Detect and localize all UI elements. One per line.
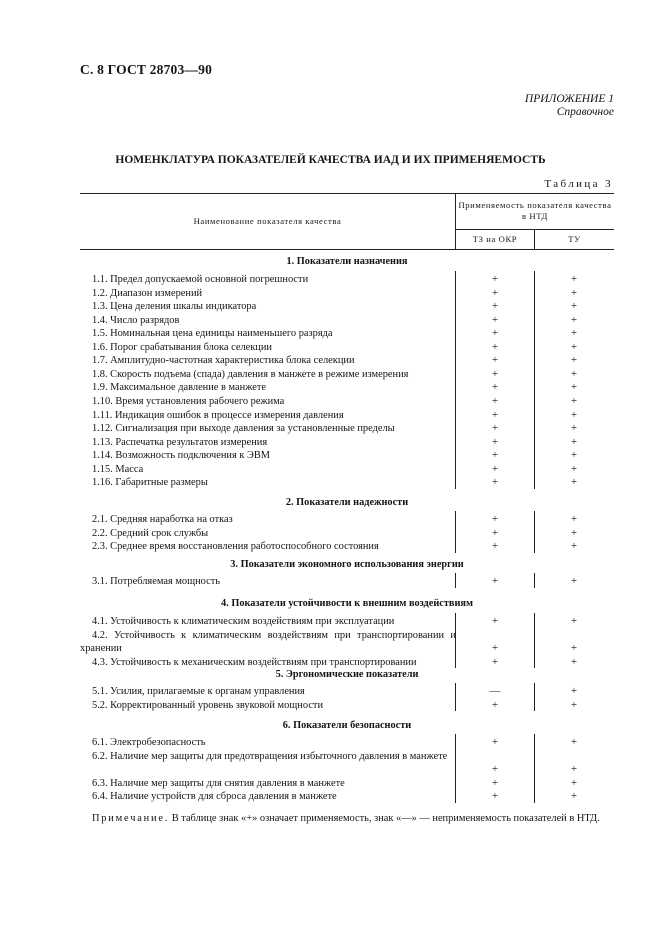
- appendix-kind: Справочное: [556, 106, 614, 118]
- appendix-block: [525, 93, 614, 119]
- tu-mark: +: [570, 435, 578, 448]
- tu-mark: +: [570, 698, 578, 711]
- section-heading: 5. Эргономические показатели: [275, 669, 419, 680]
- section-heading: 3. Показатели экономного использования энергии: [230, 559, 464, 570]
- indicator-name: 1.3. Цена деления шкалы индикатора: [92, 301, 257, 313]
- tz-mark: +: [491, 513, 499, 525]
- tu-mark: +: [570, 615, 578, 627]
- table-top-rule: [80, 193, 614, 194]
- tz-mark: +: [491, 381, 499, 394]
- column-divider: [534, 573, 535, 588]
- tu-mark: +: [570, 381, 578, 394]
- tz-mark: +: [491, 408, 499, 421]
- indicator-name: 6.4. Наличие устройств для сброса давления в манжете: [92, 791, 337, 803]
- indicator-name: 1.14. Возможность подключения к ЭВМ: [92, 450, 271, 462]
- tu-mark: +: [570, 462, 578, 475]
- indicator-name: 1.7. Амплитудно-частотная характеристика блока селекции: [92, 355, 355, 367]
- tu-mark: +: [570, 736, 578, 748]
- tz-mark: +: [491, 776, 499, 789]
- tz-mark: +: [491, 641, 499, 654]
- tu-mark: +: [570, 449, 578, 462]
- indicator-name: 1.16. Габаритные размеры: [92, 477, 208, 489]
- tz-mark: +: [491, 327, 499, 340]
- indicator-name: 4.2. Устойчивость к климатическим воздействиям при транспортировании и хранении: [80, 629, 456, 655]
- quality-indicators-table: [80, 193, 614, 808]
- table-note: [80, 812, 614, 827]
- tu-mark: +: [570, 641, 578, 654]
- indicator-name: 6.2. Наличие мер защиты для предотвращения избыточного давления в манжете: [92, 750, 448, 762]
- tu-mark: +: [570, 655, 578, 668]
- indicator-name: 1.15. Масса: [92, 463, 144, 475]
- header-divider-2: [534, 229, 535, 249]
- column-divider: [534, 511, 535, 553]
- indicator-name: 1.12. Сигнализация при выходе давления за установленные пределы: [92, 423, 395, 435]
- tz-mark: +: [491, 526, 499, 539]
- indicator-name: 4.1. Устойчивость к климатическим воздействиям при эксплуатации: [92, 616, 395, 627]
- tu-mark: +: [570, 526, 578, 539]
- tu-mark: +: [570, 476, 578, 489]
- tz-mark: —: [489, 685, 501, 697]
- tu-mark: +: [570, 367, 578, 380]
- tu-mark: +: [570, 790, 578, 803]
- indicator-name: 5.1. Усилия, прилагаемые к органам управления: [92, 686, 305, 697]
- indicator-name: 1.9. Максимальное давление в манжете: [92, 382, 267, 394]
- tz-mark: +: [491, 698, 499, 711]
- tu-mark: +: [570, 286, 578, 299]
- tu-mark: +: [570, 513, 578, 525]
- tz-mark: +: [491, 300, 499, 313]
- indicator-name: 1.10. Время установления рабочего режима: [92, 395, 285, 407]
- indicator-name: 5.2. Корректированный уровень звуковой мощности: [92, 699, 324, 711]
- tu-mark: +: [570, 776, 578, 789]
- note-label: Примечание.: [92, 813, 170, 824]
- section-heading: 1. Показатели назначения: [286, 256, 408, 267]
- tz-mark: +: [491, 422, 499, 435]
- tz-mark: +: [491, 736, 499, 748]
- tu-mark: +: [570, 422, 578, 435]
- tz-mark: +: [491, 449, 499, 462]
- tu-mark: +: [570, 540, 578, 553]
- indicator-name: 3.1. Потребляемая мощность: [92, 576, 220, 587]
- tz-mark: +: [491, 575, 499, 587]
- tz-mark: +: [491, 435, 499, 448]
- header-bottom-rule: [80, 249, 614, 250]
- column-divider: [455, 271, 456, 489]
- column-divider: [455, 573, 456, 588]
- indicator-name: 1.6. Порог срабатывания блока селекции: [92, 341, 272, 353]
- column-applicability-header: Применяемость показателя качества в НТД: [458, 200, 612, 221]
- tu-mark: +: [570, 762, 578, 775]
- column-divider: [534, 613, 535, 668]
- tu-mark: +: [570, 327, 578, 340]
- column-divider: [534, 683, 535, 711]
- tu-mark: +: [570, 340, 578, 353]
- note-text: В таблице знак «+» означает применяемость, знак «—» — неприменяемость показателей в НТД.: [169, 813, 600, 824]
- indicator-name: 1.1. Предел допускаемой основной погрешности: [92, 274, 309, 285]
- tz-mark: +: [491, 367, 499, 380]
- tz-mark: +: [491, 762, 499, 775]
- tu-mark: +: [570, 685, 578, 697]
- column-tz-header: ТЗ на ОКР: [472, 234, 518, 244]
- indicator-name: 6.3. Наличие мер защиты для снятия давления в манжете: [92, 777, 345, 789]
- page-header: С. 8 ГОСТ 28703—90: [80, 62, 213, 77]
- tz-mark: +: [491, 655, 499, 668]
- header-divider-1: [455, 193, 456, 249]
- section-heading: 2. Показатели надежности: [285, 497, 409, 508]
- column-tu-header: ТУ: [568, 234, 581, 244]
- tu-mark: +: [570, 408, 578, 421]
- column-divider: [455, 511, 456, 553]
- tz-mark: +: [491, 540, 499, 553]
- indicator-name: 1.5. Номинальная цена единицы наименьшего разряда: [92, 328, 333, 340]
- column-divider: [455, 683, 456, 711]
- indicator-name: 1.2. Диапазон измерений: [92, 287, 203, 299]
- tu-mark: +: [570, 273, 578, 285]
- indicator-name: 4.3. Устойчивость к механическим воздействиям при транспортировании: [92, 656, 417, 668]
- section-heading: 6. Показатели безопасности: [282, 720, 412, 731]
- tz-mark: +: [491, 462, 499, 475]
- tz-mark: +: [491, 286, 499, 299]
- tz-mark: +: [491, 476, 499, 489]
- indicator-name: 2.3. Среднее время восстановления работоспособного состояния: [92, 541, 379, 553]
- tz-mark: +: [491, 790, 499, 803]
- appendix-label: ПРИЛОЖЕНИЕ 1: [524, 93, 614, 105]
- tu-mark: +: [570, 575, 578, 587]
- column-divider: [455, 613, 456, 668]
- indicator-name: 2.1. Средняя наработка на отказ: [92, 514, 233, 525]
- tu-mark: +: [570, 394, 578, 407]
- document-title: НОМЕНКЛАТУРА ПОКАЗАТЕЛЕЙ КАЧЕСТВА ИАД И ИХ ПРИМЕНЯЕМОСТЬ: [115, 154, 546, 166]
- indicator-name: 1.4. Число разрядов: [92, 314, 180, 326]
- tz-mark: +: [491, 340, 499, 353]
- indicator-name: 1.13. Распечатка результатов измерения: [92, 436, 268, 448]
- indicator-name: 1.8. Скорость подъема (спада) давления в манжете в режиме измерения: [92, 368, 409, 380]
- table-label: Таблица 3: [544, 178, 613, 190]
- tu-mark: +: [570, 354, 578, 367]
- tz-mark: +: [491, 273, 499, 285]
- tu-mark: +: [570, 300, 578, 313]
- tz-mark: +: [491, 394, 499, 407]
- column-divider: [534, 734, 535, 803]
- tz-mark: +: [491, 354, 499, 367]
- column-name-header: Наименование показателя качества: [193, 216, 342, 226]
- tz-mark: +: [491, 615, 499, 627]
- indicator-name: 2.2. Средний срок службы: [92, 527, 209, 539]
- tu-mark: +: [570, 313, 578, 326]
- column-divider: [534, 271, 535, 489]
- section-heading: 4. Показатели устойчивости к внешним воздействиям: [221, 598, 473, 609]
- indicator-name: 6.1. Электробезопасность: [92, 737, 206, 748]
- column-divider: [455, 734, 456, 803]
- indicator-name: 1.11. Индикация ошибок в процессе измерения давления: [92, 409, 344, 421]
- tz-mark: +: [491, 313, 499, 326]
